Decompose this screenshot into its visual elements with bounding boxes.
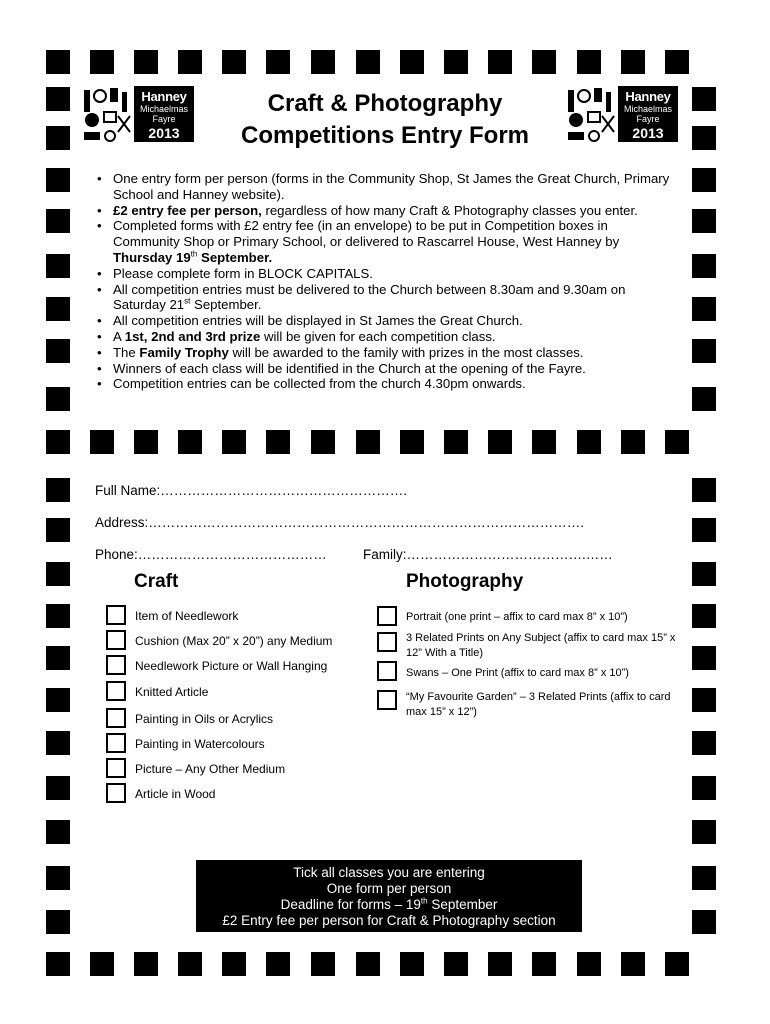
fayre-badge: [618, 86, 678, 142]
badge-year: 2013: [148, 125, 180, 141]
craft-class-checkbox[interactable]: [106, 655, 126, 675]
photography-class-checkbox[interactable]: [377, 632, 397, 652]
border-square: [356, 50, 380, 74]
border-square: [692, 820, 716, 844]
rule-text: A: [113, 328, 125, 344]
photography-class-label: 3 Related Prints on Any Subject (affix to card max 15” x 12” With a Title): [406, 632, 676, 659]
border-square: [46, 209, 70, 233]
border-square: [692, 209, 716, 233]
border-square: [692, 168, 716, 192]
rule-text: will be given for each competition class.: [260, 328, 496, 344]
border-square: [665, 50, 689, 74]
border-square: [46, 518, 70, 542]
border-square: [692, 339, 716, 363]
border-square: [488, 430, 512, 454]
photography-class-checkbox[interactable]: [377, 606, 397, 626]
border-square: [692, 604, 716, 628]
rule-text: One entry form per person (forms in the Community Shop, St James the Great Church, Primary School and Hanney website).: [113, 171, 670, 202]
badge-fayre: Fayre: [636, 114, 660, 124]
rule-item: [95, 266, 675, 282]
border-square: [178, 952, 202, 976]
photography-class-label: “My Favourite Garden” – 3 Related Prints (affix to card max 15” x 12”): [406, 691, 671, 718]
border-square: [400, 952, 424, 976]
rule-text: All competition entries will be displayed in St James the Great Church.: [113, 313, 523, 329]
border-square: [621, 50, 645, 74]
rule-item: [95, 203, 675, 219]
craft-class-label: Cushion (Max 20” x 20”) any Medium: [135, 634, 333, 648]
rule-bold-text: 1st, 2nd and 3rd prize: [124, 328, 261, 344]
border-square: [621, 952, 645, 976]
border-square: [311, 430, 335, 454]
craft-class-checkbox[interactable]: [106, 708, 126, 728]
rule-item: [95, 282, 675, 314]
border-square: [577, 430, 601, 454]
border-square: [134, 430, 158, 454]
fayre-logo-right: [564, 84, 679, 142]
border-square: [46, 910, 70, 934]
border-square: [692, 478, 716, 502]
craft-tools-icon: [564, 84, 616, 142]
phone-field[interactable]: Phone:……………………………………: [95, 547, 327, 562]
border-square: [46, 387, 70, 411]
family-field[interactable]: Family:………………………………….……: [363, 547, 613, 562]
border-square: [46, 562, 70, 586]
border-square: [90, 952, 114, 976]
rule-text: regardless of how many Craft & Photography classes you enter.: [261, 202, 638, 218]
address-field[interactable]: Address:…………………………………………………………………………………….: [95, 515, 585, 530]
border-square: [692, 688, 716, 712]
craft-class-label: Painting in Oils or Acrylics: [135, 712, 274, 726]
border-square: [577, 952, 601, 976]
rule-text: September.: [190, 297, 262, 313]
border-square: [134, 952, 158, 976]
photography-class-checkbox[interactable]: [377, 661, 397, 681]
rule-item: [95, 329, 675, 345]
border-square: [266, 50, 290, 74]
rule-text: All competition entries must be delivered to the Church between 8.30am and 9.30am on Saturday 21: [113, 281, 626, 313]
border-square: [356, 952, 380, 976]
craft-class-checkbox[interactable]: [106, 630, 126, 650]
craft-class-label: Picture – Any Other Medium: [135, 762, 286, 776]
rule-item: [95, 376, 675, 392]
rule-text: The: [113, 344, 140, 360]
notice-line-1: Tick all classes you are entering: [293, 865, 485, 880]
border-square: [46, 731, 70, 755]
border-square: [90, 50, 114, 74]
border-square: [46, 604, 70, 628]
rule-text: Please complete form in BLOCK CAPITALS.: [113, 265, 373, 281]
border-square: [488, 50, 512, 74]
notice-box: [196, 860, 582, 932]
border-square: [222, 50, 246, 74]
border-square: [400, 50, 424, 74]
border-square: [46, 87, 70, 111]
craft-class-checkbox[interactable]: [106, 733, 126, 753]
border-square: [222, 952, 246, 976]
rule-text: Completed forms with £2 entry fee (in an envelope) to be put in Competition boxes in Community Shop or Primary School, or delivered to Rascarrel House, West Hanney by: [113, 218, 620, 250]
rule-text: will be awarded to the family with prizes in the most classes.: [228, 344, 584, 360]
border-square: [692, 387, 716, 411]
notice-deadline-text: Deadline for forms – 19: [280, 897, 421, 912]
border-square: [665, 430, 689, 454]
border-square: [311, 952, 335, 976]
border-square: [46, 126, 70, 150]
border-square: [444, 50, 468, 74]
border-square: [46, 646, 70, 670]
border-square: [532, 430, 556, 454]
badge-fayre: Fayre: [152, 114, 176, 124]
ordinal-suffix: th: [420, 896, 428, 906]
page-title: [200, 88, 570, 152]
rules-list: [95, 171, 675, 392]
rule-bold-text: Thursday 19: [113, 249, 191, 265]
craft-heading: Craft: [134, 571, 179, 592]
border-square: [46, 820, 70, 844]
border-square: [692, 562, 716, 586]
badge-michaelmas: Michaelmas: [139, 104, 188, 114]
badge-hanney: Hanney: [625, 89, 671, 104]
rule-text: Winners of each class will be identified in the Church at the opening of the Fayre.: [113, 360, 586, 376]
border-square: [46, 430, 70, 454]
rule-item: [95, 361, 675, 377]
ordinal-suffix: st: [184, 296, 191, 306]
craft-class-label: Needlework Picture or Wall Hanging: [135, 659, 328, 673]
border-square: [400, 430, 424, 454]
border-square: [621, 430, 645, 454]
rule-bold-text: Family Trophy: [139, 344, 229, 360]
border-square: [90, 430, 114, 454]
craft-class-checkbox[interactable]: [106, 783, 126, 803]
border-square: [46, 254, 70, 278]
border-square: [222, 430, 246, 454]
border-square: [266, 952, 290, 976]
badge-year: 2013: [632, 125, 664, 141]
border-square: [266, 430, 290, 454]
border-square: [665, 952, 689, 976]
border-square: [692, 254, 716, 278]
border-square: [311, 50, 335, 74]
title-line-2: Competitions Entry Form: [240, 122, 529, 149]
border-square: [692, 126, 716, 150]
craft-class-label: Knitted Article: [135, 685, 209, 699]
craft-tools-icon: [80, 84, 132, 142]
border-square: [46, 50, 70, 74]
photography-class-checkbox[interactable]: [377, 690, 397, 710]
craft-class-checkbox[interactable]: [106, 758, 126, 778]
border-square: [577, 50, 601, 74]
border-square: [46, 168, 70, 192]
border-square: [692, 866, 716, 890]
fayre-badge: [134, 86, 194, 142]
rule-item: [95, 171, 675, 203]
border-square: [532, 50, 556, 74]
notice-line-3: [196, 897, 582, 913]
full-name-field[interactable]: Full Name:……………………………………………….: [95, 483, 408, 498]
border-square: [46, 866, 70, 890]
rule-text: Competition entries can be collected from the church 4.30pm onwards.: [113, 376, 526, 392]
rule-item: [95, 345, 675, 361]
border-square: [692, 297, 716, 321]
notice-deadline-month: September: [427, 897, 498, 912]
border-square: [46, 688, 70, 712]
rule-bold-text: September.: [197, 249, 273, 265]
border-square: [46, 339, 70, 363]
border-square: [46, 776, 70, 800]
border-square: [356, 430, 380, 454]
border-square: [178, 50, 202, 74]
border-square: [692, 87, 716, 111]
border-square: [178, 430, 202, 454]
border-square: [444, 952, 468, 976]
border-square: [692, 518, 716, 542]
notice-line-4: £2 Entry fee per person for Craft & Photography section: [222, 913, 556, 928]
border-square: [692, 646, 716, 670]
craft-class-checkbox[interactable]: [106, 605, 126, 625]
border-square: [532, 952, 556, 976]
border-square: [46, 478, 70, 502]
border-square: [444, 430, 468, 454]
badge-hanney: Hanney: [141, 89, 187, 104]
badge-michaelmas: Michaelmas: [623, 104, 672, 114]
border-square: [692, 776, 716, 800]
border-square: [134, 50, 158, 74]
photography-class-label: Portrait (one print – affix to card max 8” x 10”): [406, 611, 628, 623]
photography-heading: Photography: [406, 571, 524, 592]
border-square: [488, 952, 512, 976]
fayre-logo-left: [80, 84, 195, 142]
craft-class-checkbox[interactable]: [106, 681, 126, 701]
ordinal-suffix: th: [190, 249, 198, 259]
rule-item: [95, 218, 675, 265]
border-square: [692, 910, 716, 934]
border-square: [692, 731, 716, 755]
craft-class-label: Painting in Watercolours: [135, 737, 265, 751]
title-line-1: Craft & Photography: [267, 90, 503, 117]
craft-class-label: Item of Needlework: [135, 609, 239, 623]
photography-class-label: Swans – One Print (affix to card max 8” x 10”): [406, 667, 629, 679]
craft-class-label: Article in Wood: [135, 787, 216, 801]
rule-bold-text: £2 entry fee per person,: [113, 202, 262, 218]
border-square: [46, 952, 70, 976]
notice-line-2: One form per person: [326, 881, 452, 896]
rule-item: [95, 313, 675, 329]
border-square: [46, 297, 70, 321]
